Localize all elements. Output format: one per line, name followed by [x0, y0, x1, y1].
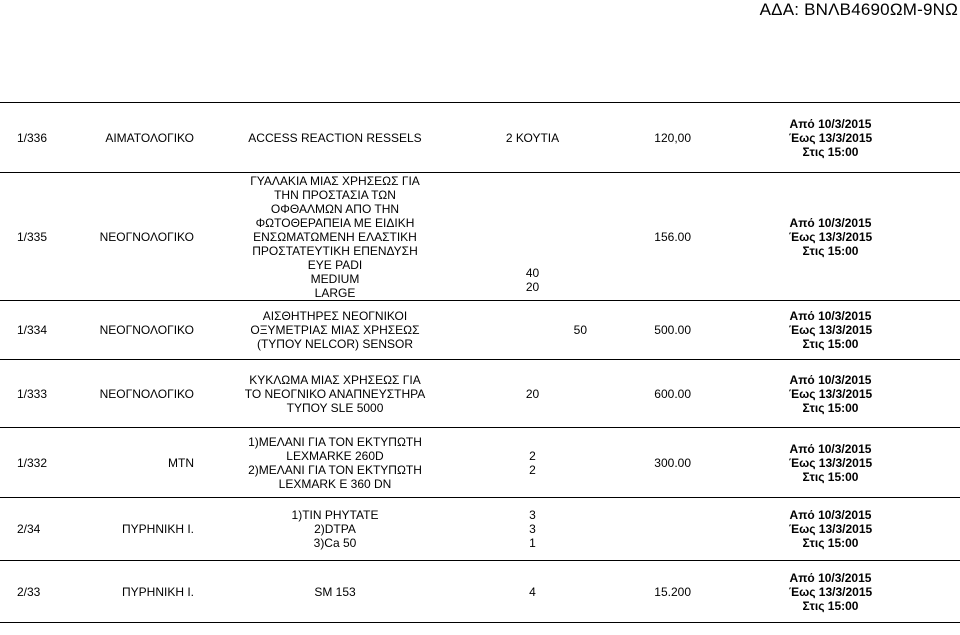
row-deadline: Από 10/3/2015 Έως 13/3/2015 Στις 15:00 [695, 561, 960, 623]
table-row [0, 428, 960, 498]
row-deadline: Από 10/3/2015 Έως 13/3/2015 Στις 15:00 [695, 428, 960, 498]
tender-table [0, 102, 960, 623]
row-item: ΑΙΣΘΗΤΗΡΕΣ ΝΕΟΓΝΙΚΟΙ ΟΞΥΜΕΤΡΙΑΣ ΜΙΑΣ ΧΡΗΣΕΩΣ (ΤΥΠΟΥ NELCOR) SENSOR [200, 301, 470, 360]
row-id: 1/335 [0, 173, 85, 301]
table-row [0, 498, 960, 561]
row-price [595, 498, 695, 561]
row-price: 156.00 [595, 173, 695, 301]
row-department: ΑΙΜΑΤΟΛΟΓΙΚΟ [85, 103, 200, 173]
row-price: 120,00 [595, 103, 695, 173]
row-department: ΝΕΟΓΝΟΛΟΓΙΚΟ [85, 301, 200, 360]
row-quantity: 50 [470, 301, 595, 360]
row-id: 1/332 [0, 428, 85, 498]
row-item: ΚΥΚΛΩΜΑ ΜΙΑΣ ΧΡΗΣΕΩΣ ΓΙΑ ΤΟ ΝΕΟΓΝΙΚΟ ΑΝΑΠΝΕΥΣΤΗΡΑ ΤΥΠΟΥ SLE 5000 [200, 360, 470, 428]
ada-watermark: ΑΔΑ: ΒΝΛΒ4690ΩΜ-9ΝΩ [759, 0, 958, 19]
row-item: ACCESS REACTION RESSELS [200, 103, 470, 173]
table-row [0, 301, 960, 360]
row-id: 1/336 [0, 103, 85, 173]
row-price: 500.00 [595, 301, 695, 360]
table-row [0, 103, 960, 173]
row-id: 1/333 [0, 360, 85, 428]
row-item: SM 153 [200, 561, 470, 623]
row-price: 600.00 [595, 360, 695, 428]
table-row [0, 360, 960, 428]
row-quantity: 2 ΚΟΥΤΙΑ [470, 103, 595, 173]
row-price: 15.200 [595, 561, 695, 623]
row-quantity: 40 20 [470, 173, 595, 301]
row-deadline: Από 10/3/2015 Έως 13/3/2015 Στις 15:00 [695, 301, 960, 360]
row-department: ΝΕΟΓΝΟΛΟΓΙΚΟ [85, 360, 200, 428]
row-item: 1)ΜΕΛΑΝΙ ΓΙΑ ΤΟΝ ΕΚΤΥΠΩΤΗ LEXMARKE 260D 2)ΜΕΛΑΝΙ ΓΙΑ ΤΟΝ ΕΚΤΥΠΩΤΗ LEXMARK E 360 DN [200, 428, 470, 498]
row-id: 1/334 [0, 301, 85, 360]
table-row [0, 561, 960, 623]
row-quantity: 4 [470, 561, 595, 623]
row-deadline: Από 10/3/2015 Έως 13/3/2015 Στις 15:00 [695, 173, 960, 301]
row-department: ΠΥΡΗΝΙΚΗ Ι. [85, 561, 200, 623]
row-id: 2/33 [0, 561, 85, 623]
row-department: ΝΕΟΓΝΟΛΟΓΙΚΟ [85, 173, 200, 301]
row-id: 2/34 [0, 498, 85, 561]
table-row [0, 173, 960, 301]
row-quantity: 2 2 [470, 428, 595, 498]
row-department: ΜΤΝ [85, 428, 200, 498]
row-price: 300.00 [595, 428, 695, 498]
row-quantity: 3 3 1 [470, 498, 595, 561]
row-deadline: Από 10/3/2015 Έως 13/3/2015 Στις 15:00 [695, 360, 960, 428]
row-deadline: Από 10/3/2015 Έως 13/3/2015 Στις 15:00 [695, 498, 960, 561]
row-deadline: Από 10/3/2015 Έως 13/3/2015 Στις 15:00 [695, 103, 960, 173]
row-department: ΠΥΡΗΝΙΚΗ Ι. [85, 498, 200, 561]
row-quantity: 20 [470, 360, 595, 428]
row-item: 1)TIN PHYTATE 2)DTPA 3)Ca 50 [200, 498, 470, 561]
row-item: ΓΥΑΛΑΚΙΑ ΜΙΑΣ ΧΡΗΣΕΩΣ ΓΙΑ ΤΗΝ ΠΡΟΣΤΑΣΙΑ ΤΩΝ ΟΦΘΑΛΜΩΝ ΑΠΟ ΤΗΝ ΦΩΤΟΘΕΡΑΠΕΙΑ ΜΕ ΕΙΔΙΚΗ ΕΝΣΩΜΑΤΩΜΕΝΗ ΕΛΑΣΤΙΚΗ ΠΡΟΣΤΑΤΕΥΤΙΚΗ ΕΠΕΝΔΥΣΗ EYE PADI MEDIUM LARGE [200, 173, 470, 301]
